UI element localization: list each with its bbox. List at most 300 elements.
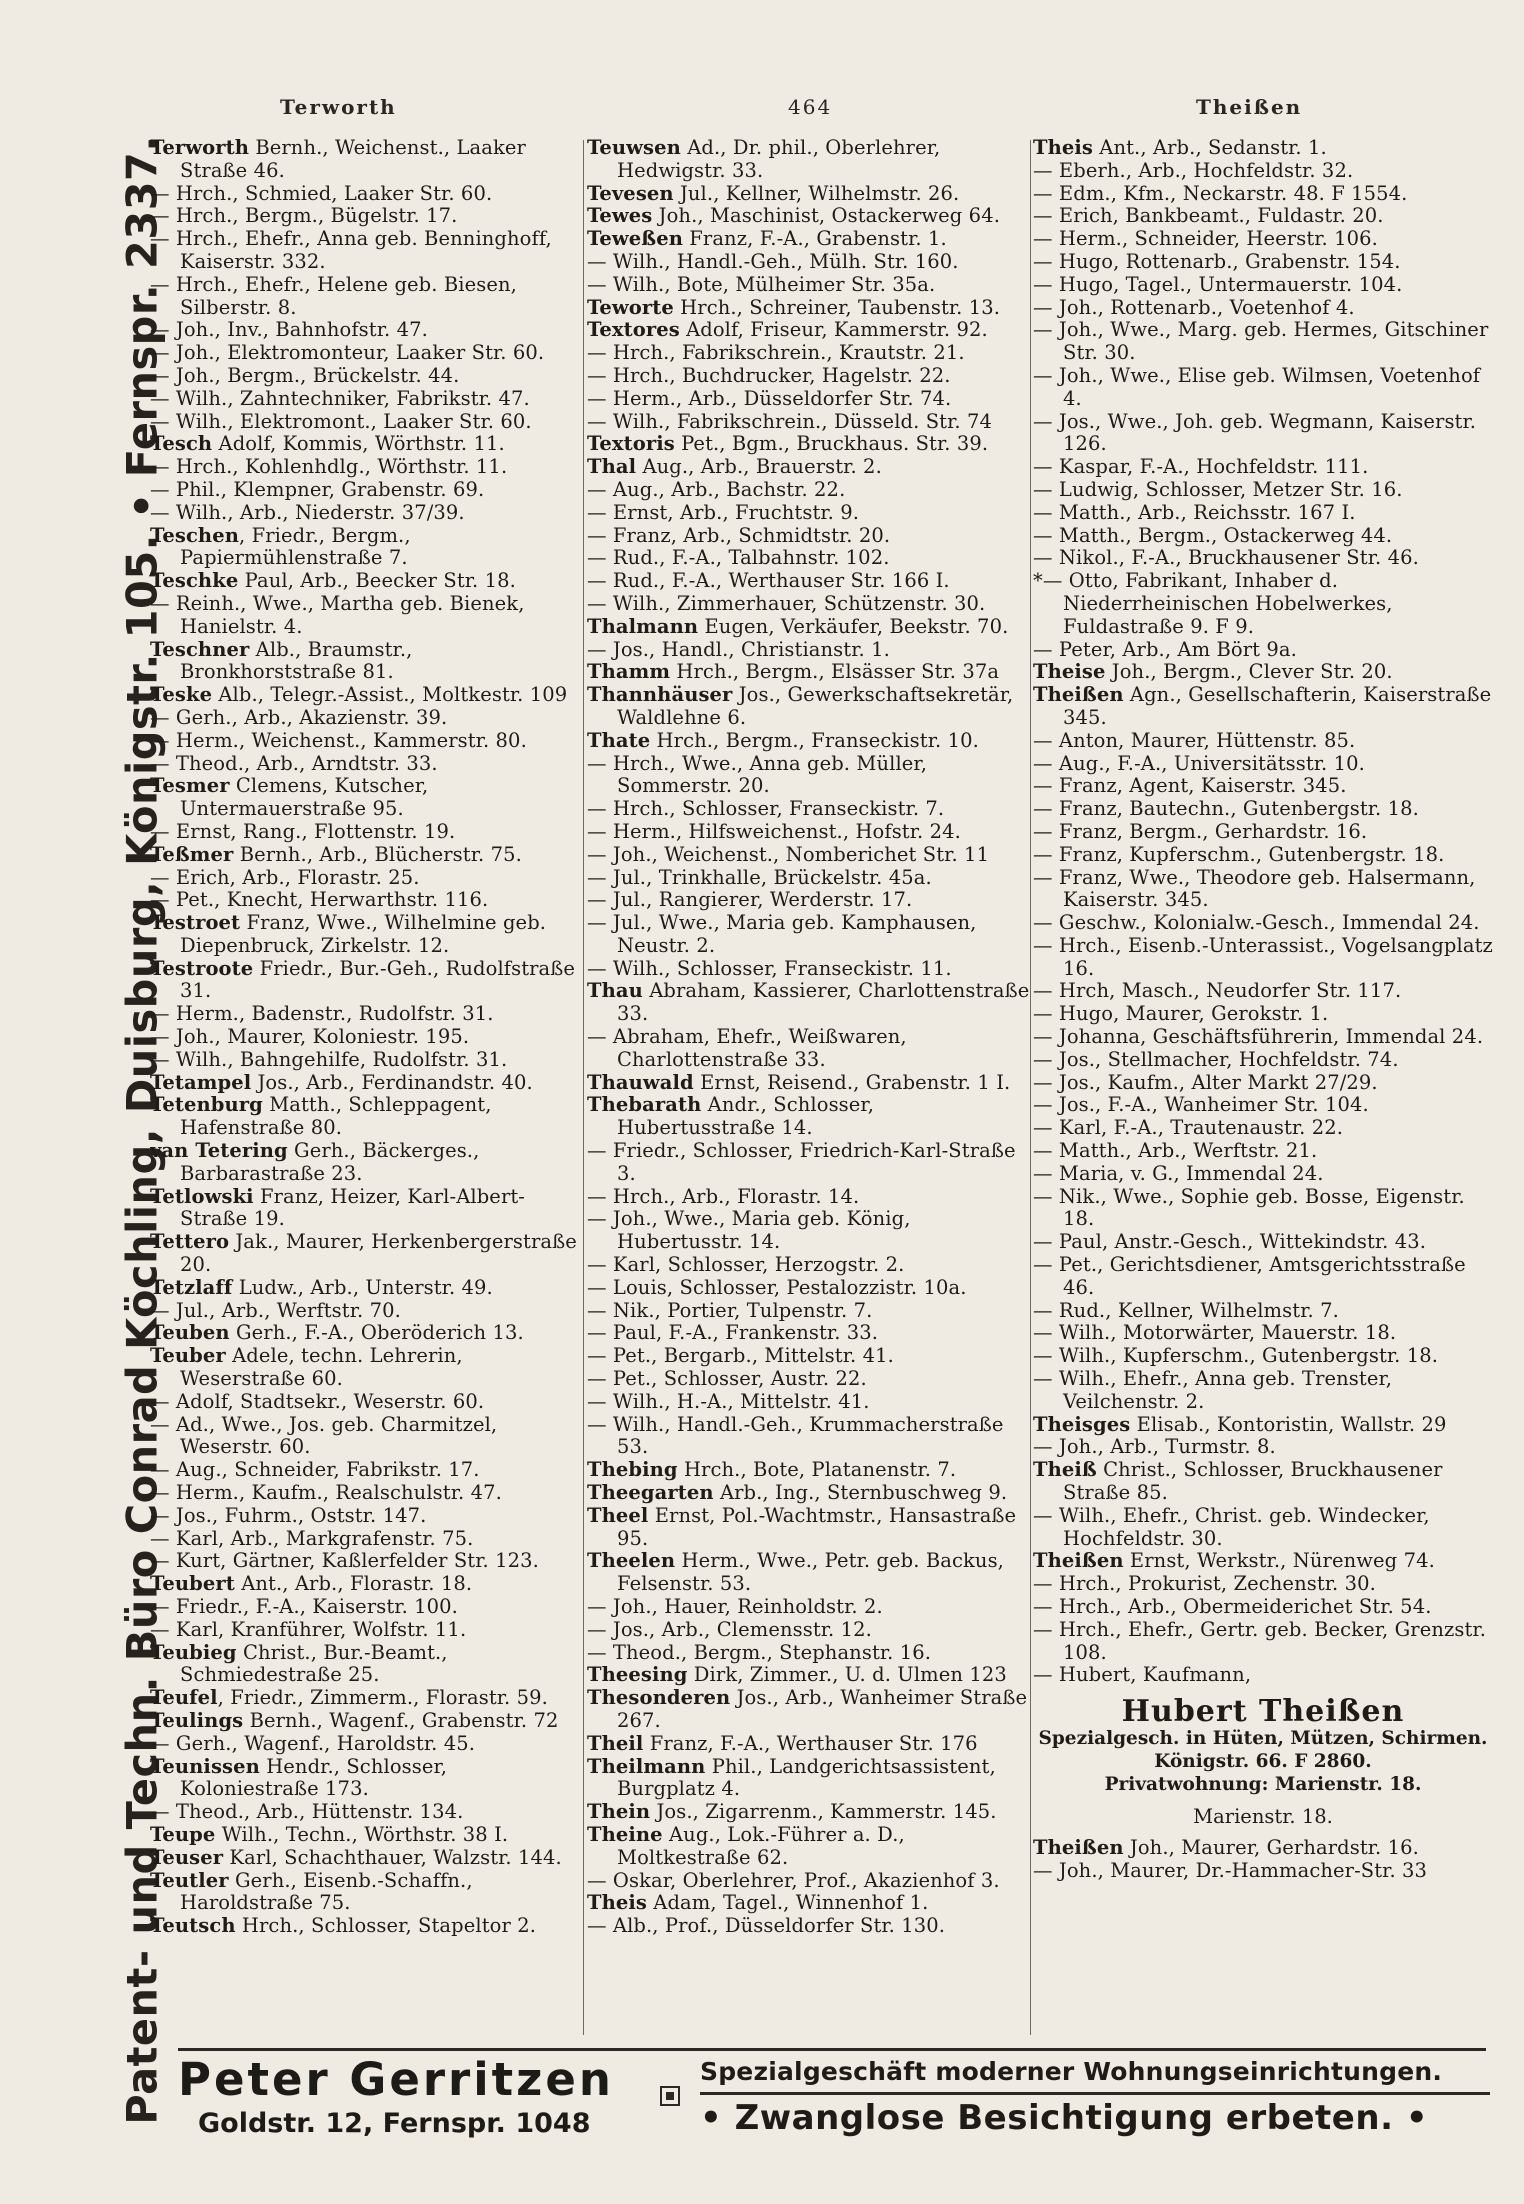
directory-entry [150, 525, 580, 571]
entry-details: — Aug., F.-A., Universitätsstr. 10. [1033, 751, 1365, 775]
directory-entry [587, 342, 1033, 365]
entry-surname: Teuwsen [587, 137, 681, 159]
directory-entry [1033, 547, 1493, 570]
directory-entry [587, 1733, 1033, 1756]
directory-entry [587, 365, 1033, 388]
entry-details: — Wilh., H.-A., Mittelstr. 41. [587, 1389, 870, 1413]
entry-surname: Teske [150, 683, 213, 707]
entry-details: Alb., Telegr.-Assist., Moltkestr. 109 [212, 683, 568, 707]
directory-entry [150, 639, 580, 685]
entry-details: — Jul., Rangierer, Werderstr. 17. [587, 888, 913, 912]
directory-entry [150, 1870, 580, 1916]
entry-details: Adolf, Friseur, Kammerstr. 92. [679, 318, 988, 342]
directory-entry [150, 1391, 580, 1414]
ad-line: Königstr. 66. F 2860. [1154, 1750, 1372, 1772]
directory-entry [587, 1277, 1033, 1300]
entry-details: — Hrch., Eisenb.-Unterassist., Vogelsangplatz 16. [1033, 933, 1493, 980]
directory-entry [587, 1664, 1033, 1687]
entry-details: Andr., Schlosser, Hubertusstraße 14. [617, 1093, 875, 1140]
directory-entry [1033, 1550, 1493, 1573]
entry-details: Franz, F.-A., Grabenstr. 1. [682, 227, 947, 251]
directory-entry [1033, 798, 1493, 821]
directory-entry [1033, 1026, 1493, 1049]
directory-entries-right [1033, 137, 1493, 1687]
entry-surname: Tevesen [587, 181, 674, 205]
entry-details: — Gerh., Wagenf., Haroldstr. 45. [150, 1731, 476, 1755]
directory-entry [1033, 1345, 1493, 1368]
footer-rule [178, 2048, 1486, 2051]
entry-surname: Theißen [1033, 683, 1124, 707]
directory-entry [150, 889, 580, 912]
entry-details: — Wilh., Kupferschm., Gutenbergstr. 18. [1033, 1344, 1439, 1368]
entry-surname: Thebarath [587, 1093, 702, 1117]
entry-surname: Thamm [587, 660, 671, 684]
directory-entry [1033, 274, 1493, 297]
directory-entry [1033, 1231, 1493, 1254]
directory-entry [587, 1550, 1033, 1596]
entry-details: Ant., Arb., Florastr. 18. [234, 1572, 473, 1596]
entry-details: — Hugo, Maurer, Gerokstr. 1. [1033, 1002, 1329, 1026]
directory-entry [587, 1642, 1033, 1665]
entry-surname: Teworte [587, 295, 674, 319]
entry-details: Paul, Arb., Beecker Str. 18. [238, 569, 516, 593]
directory-entry [1033, 980, 1493, 1003]
directory-entry [587, 433, 1033, 456]
directory-entry [587, 1186, 1033, 1209]
entry-details: — Ludwig, Schlosser, Metzer Str. 16. [1033, 477, 1403, 501]
entry-details: Joh., Maurer, Gerhardstr. 16. [1123, 1836, 1419, 1860]
directory-entry [587, 1368, 1033, 1391]
entry-details: Aug., Arb., Brauerstr. 2. [636, 455, 882, 479]
directory-entry [587, 593, 1033, 616]
directory-entry [1033, 1596, 1493, 1619]
directory-entry [587, 525, 1033, 548]
directory-entry [150, 319, 580, 342]
directory-entry [150, 1300, 580, 1323]
directory-entry [587, 844, 1033, 867]
directory-entry [587, 1026, 1033, 1072]
directory-entry [150, 1801, 580, 1824]
directory-entry [150, 1505, 580, 1528]
entry-details: Jak., Maurer, Herkenbergerstraße 20. [180, 1230, 577, 1277]
entry-surname: Thesonderen [587, 1686, 731, 1710]
directory-entry [150, 1026, 580, 1049]
entry-details: Pet., Bgm., Bruckhaus. Str. 39. [674, 432, 989, 456]
entry-surname: Teuser [150, 1845, 224, 1869]
entry-surname: Teubieg [150, 1640, 237, 1664]
directory-entry [587, 205, 1033, 228]
entry-details: Ernst, Pol.-Wachtmstr., Hansastraße 95. [617, 1503, 1017, 1550]
entry-details: — Jos., Stellmacher, Hochfeldstr. 74. [1033, 1047, 1399, 1071]
directory-entry [587, 1824, 1033, 1870]
ad-line: Marienstr. 18. [1193, 1805, 1333, 1829]
directory-entry [587, 889, 1033, 912]
directory-entry [1033, 319, 1493, 365]
directory-entry [587, 1687, 1033, 1733]
entry-details: — Ernst, Arb., Fruchtstr. 9. [587, 500, 860, 524]
directory-entry [150, 1186, 580, 1232]
entry-surname: Thannhäuser [587, 683, 733, 707]
entry-surname: van Tetering [150, 1139, 288, 1163]
directory-entry [1033, 1368, 1493, 1414]
entry-details: — Hugo, Tagel., Untermauerstr. 104. [1033, 272, 1403, 296]
page-number: 464 [788, 95, 833, 119]
directory-entry [1033, 912, 1493, 935]
directory-column-middle [587, 137, 1033, 2042]
directory-entry [150, 388, 580, 411]
entry-details: — Hrch., Ehefr., Gertr. geb. Becker, Grenzstr. 108. [1033, 1617, 1486, 1664]
entry-details: Hrch., Schlosser, Stapeltor 2. [235, 1914, 537, 1938]
ad-business-name: Hubert Theißen [1121, 1694, 1405, 1730]
directory-entry [587, 502, 1033, 525]
entry-details: — Joh., Weichenst., Nomberichet Str. 11 [587, 842, 990, 866]
directory-entry [587, 274, 1033, 297]
entry-details: — Hrch., Kohlenhdlg., Wörthstr. 11. [150, 455, 508, 479]
entry-surname: Teuben [150, 1321, 230, 1345]
directory-entry [587, 137, 1033, 183]
entry-details: — Joh., Wwe., Elise geb. Wilmsen, Voetenhof 4. [1033, 363, 1481, 410]
directory-entry [1033, 844, 1493, 867]
running-head-right: Theißen [1196, 95, 1303, 119]
entry-details: — Ad., Wwe., Jos. geb. Charmitzel, Weserstr. 60. [150, 1412, 498, 1459]
entry-details: Adam, Tagel., Winnenhof 1. [646, 1891, 929, 1915]
directory-entry [1033, 1300, 1493, 1323]
directory-entry [1033, 228, 1493, 251]
directory-entry [587, 616, 1033, 639]
directory-entry [1033, 1414, 1493, 1437]
entry-details: — Hrch., Ehefr., Helene geb. Biesen, Silberstr. 8. [150, 272, 517, 319]
entry-details: — Pet., Knecht, Herwarthstr. 116. [150, 888, 489, 912]
entry-details: — Edm., Kfm., Neckarstr. 48. F 1554. [1033, 181, 1408, 205]
entry-surname: Teufel [150, 1686, 218, 1710]
entry-surname: Teweßen [587, 227, 683, 251]
entry-details: — Joh., Inv., Bahnhofstr. 47. [150, 318, 428, 342]
entry-details: — Joh., Arb., Turmstr. 8. [1033, 1435, 1276, 1459]
entry-surname: Textores [587, 318, 680, 342]
directory-entry [587, 183, 1033, 206]
entry-details: — Gerh., Arb., Akazienstr. 39. [150, 705, 448, 729]
entry-details: — Jul., Wwe., Maria geb. Kamphausen, Neustr. 2. [587, 911, 977, 957]
directory-entry [587, 1459, 1033, 1482]
entry-details: — Eberh., Arb., Hochfeldstr. 32. [1033, 158, 1354, 182]
directory-column-left [150, 137, 580, 2042]
entry-details: Dirk, Zimmer., U. d. Ulmen 123 [687, 1663, 1007, 1687]
entry-surname: Theise [1033, 660, 1106, 684]
footer-ad-address: Goldstr. 12, Fernspr. 1048 [198, 2108, 591, 2139]
entry-surname: Teßmer [150, 842, 234, 866]
entry-surname: Tesmer [150, 774, 230, 798]
entry-surname: Testroet [150, 911, 241, 935]
entry-details: Eugen, Verkäufer, Beekstr. 70. [698, 614, 1009, 638]
directory-entry [587, 1414, 1033, 1460]
entry-details: — Joh., Wwe., Maria geb. König, Hubertusstr. 14. [587, 1207, 911, 1254]
entry-details: — Nikol., F.-A., Bruckhausener Str. 46. [1033, 546, 1419, 570]
entry-details: — Theod., Bergm., Stephanstr. 16. [587, 1640, 932, 1664]
entry-details: , Friedr., Zimmerm., Florastr. 59. [217, 1686, 548, 1710]
entry-details: Ant., Arb., Sedanstr. 1. [1092, 137, 1327, 159]
entry-details: Wilh., Techn., Wörthstr. 38 I. [215, 1822, 509, 1846]
entry-details: — Joh., Hauer, Reinholdstr. 2. [587, 1595, 883, 1618]
directory-entry [587, 639, 1033, 662]
entry-details: Jos., Arb., Ferdinandstr. 40. [251, 1070, 533, 1094]
entry-details: Ludw., Arb., Unterstr. 49. [232, 1275, 493, 1299]
entry-details: — Maria, v. G., Immendal 24. [1033, 1161, 1324, 1185]
entry-details: — Wilh., Schlosser, Franseckistr. 11. [587, 956, 952, 980]
directory-entry [150, 1414, 580, 1460]
entry-details: — Wilh., Fabrikschrein., Düsseld. Str. 74 [587, 409, 993, 433]
directory-entry [1033, 1619, 1493, 1665]
entry-surname: Theißen [1033, 1836, 1124, 1860]
entry-surname: Teschke [150, 569, 239, 593]
entry-details: Hrch., Bergm., Elsässer Str. 37a [670, 660, 1000, 684]
entry-details: — Herm., Badenstr., Rudolfstr. 31. [150, 1002, 494, 1026]
entry-details: — Rud., F.-A., Werthauser Str. 166 I. [587, 569, 950, 593]
entry-details: — Theod., Arb., Hüttenstr. 134. [150, 1800, 464, 1824]
directory-entry [1033, 1322, 1493, 1345]
directory-entry [150, 1003, 580, 1026]
entry-details: — Franz, Bergm., Gerhardstr. 16. [1033, 819, 1368, 843]
directory-entry [1033, 137, 1493, 160]
directory-entry [587, 1619, 1033, 1642]
entry-surname: Teschen [150, 523, 239, 547]
entry-details: — Louis, Schlosser, Pestalozzistr. 10a. [587, 1275, 967, 1299]
footer-ad-name: Peter Gerritzen [178, 2053, 614, 2106]
entry-details: Gerh., F.-A., Oberöderich 13. [229, 1321, 524, 1345]
directory-entry [150, 1619, 580, 1642]
entry-details: — Hrch., Ehefr., Anna geb. Benninghoff, Kaiserstr. 332. [150, 227, 552, 273]
entry-details: Franz, F.-A., Werthauser Str. 176 [643, 1731, 978, 1755]
entry-details: — Karl, Schlosser, Herzogstr. 2. [587, 1253, 905, 1277]
entry-details: — Aug., Arb., Bachstr. 22. [587, 477, 846, 501]
entry-surname: Teschner [150, 637, 250, 661]
entry-details: — Abraham, Ehefr., Weißwaren, Charlottenstraße 33. [587, 1025, 907, 1071]
entry-surname: Thate [587, 728, 651, 752]
entry-details: — Alb., Prof., Düsseldorfer Str. 130. [587, 1914, 946, 1938]
entry-surname: Thau [587, 979, 643, 1003]
directory-entry [150, 205, 580, 228]
entry-details: Matth., Schleppagent, Hafenstraße 80. [180, 1093, 492, 1140]
entry-surname: Thal [587, 455, 637, 479]
directory-entry [150, 844, 580, 867]
entry-details: — Hrch., Arb., Florastr. 14. [587, 1184, 860, 1208]
entry-details: — Hrch., Fabrikschrein., Krautstr. 21. [587, 341, 965, 365]
entry-details: Bernh., Wagenf., Grabenstr. 72 [243, 1708, 559, 1732]
directory-entry [587, 319, 1033, 342]
entry-details: Alb., Braumstr., Bronkhorststraße 81. [180, 637, 413, 684]
entry-details: — Kurt, Gärtner, Kaßlerfelder Str. 123. [150, 1549, 539, 1573]
hubert-theissen-advertisement [1033, 1694, 1493, 1829]
entry-details: Bernh., Weichenst., Laaker Straße 46. [180, 137, 526, 182]
entry-details: — Franz, Wwe., Theodore geb. Halsermann, Kaiserstr. 345. [1033, 865, 1476, 912]
directory-entry [587, 1801, 1033, 1824]
entry-surname: Tetlowski [150, 1184, 254, 1208]
entry-details: Aug., Lok.-Führer a. D., Moltkestraße 62. [617, 1822, 905, 1869]
entry-details: — Joh., Bergm., Brückelstr. 44. [150, 363, 460, 387]
directory-entry [150, 570, 580, 593]
directory-entry [1033, 205, 1493, 228]
entry-details: — Hrch., Prokurist, Zechenstr. 30. [1033, 1572, 1376, 1596]
entry-surname: Theisges [1033, 1412, 1131, 1436]
entry-details: — Hrch., Wwe., Anna geb. Müller, Sommerstr. 20. [587, 751, 928, 798]
entry-details: Gerh., Bäckerges., Barbarastraße 23. [180, 1139, 480, 1185]
directory-entry [150, 867, 580, 890]
entry-surname: Theesing [587, 1663, 688, 1687]
directory-entry [150, 1322, 580, 1345]
entry-surname: Thein [587, 1800, 651, 1824]
directory-entry [1033, 1140, 1493, 1163]
entry-surname: Thalmann [587, 614, 699, 638]
directory-entry [150, 1049, 580, 1072]
directory-entry [1033, 1573, 1493, 1596]
entry-details: — Geschw., Kolonialw.-Gesch., Immendal 24. [1033, 911, 1480, 935]
entry-details: — Oskar, Oberlehrer, Prof., Akazienhof 3. [587, 1868, 1000, 1892]
column-divider [583, 140, 584, 2035]
directory-entry [1033, 1254, 1493, 1300]
entry-details: — Jos., Arb., Clemensstr. 12. [587, 1617, 872, 1641]
directory-entry [150, 1915, 580, 1938]
entry-details: Joh., Bergm., Clever Str. 20. [1105, 660, 1393, 684]
directory-entry [1033, 753, 1493, 776]
entry-details: Gerh., Eisenb.-Schaffn., Haroldstraße 75. [180, 1868, 473, 1915]
directory-entry [587, 1596, 1033, 1619]
entry-details: — Hrch, Masch., Neudorfer Str. 117. [1033, 979, 1402, 1003]
running-head-left: Terworth [280, 95, 397, 119]
directory-entry [150, 228, 580, 274]
directory-entry [1033, 502, 1493, 525]
entry-details: — Ernst, Rang., Flottenstr. 19. [150, 819, 456, 843]
entry-details: — Wilh., Zimmerhauer, Schützenstr. 30. [587, 591, 986, 615]
footer-ad-invitation: • Zwanglose Besichtigung erbeten. • [700, 2098, 1429, 2138]
directory-entry [587, 1208, 1033, 1254]
directory-entry [1033, 821, 1493, 844]
entry-surname: Theis [587, 1891, 647, 1915]
directory-entry [1033, 775, 1493, 798]
entry-details: Herm., Wwe., Petr. geb. Backus, Felsenstr. 53. [617, 1549, 1004, 1596]
entry-surname: Textoris [587, 432, 675, 456]
entry-surname: Teutsch [150, 1914, 236, 1938]
directory-entry [150, 1345, 580, 1391]
directory-entry [150, 1528, 580, 1551]
entry-surname: Theil [587, 1731, 644, 1755]
entry-details: — Joh., Maurer, Dr.-Hammacher-Str. 33 [1033, 1858, 1428, 1882]
entry-surname: Tettero [150, 1230, 230, 1254]
entry-details: Christ., Bur.-Beamt., Schmiedestraße 25. [180, 1640, 448, 1687]
entry-details: — Karl, F.-A., Trautenaustr. 22. [1033, 1116, 1344, 1140]
ad-line: Privatwohnung: Marienstr. 18. [1104, 1773, 1422, 1795]
directory-entry [587, 661, 1033, 684]
entry-details: Abraham, Kassierer, Charlottenstraße 33. [617, 979, 1030, 1026]
directory-entry [150, 1847, 580, 1870]
entry-details: Bernh., Arb., Blücherstr. 75. [233, 842, 522, 866]
entry-surname: Terworth [150, 137, 250, 159]
directory-entry [1033, 684, 1493, 730]
entry-details: — Pet., Bergarb., Mittelstr. 41. [587, 1344, 894, 1368]
entry-details: — Johanna, Geschäftsführerin, Immendal 24. [1033, 1025, 1484, 1049]
entry-surname: Theilmann [587, 1754, 706, 1778]
entry-details: — Wilh., Ehefr., Anna geb. Trenster, Veilchenstr. 2. [1033, 1367, 1393, 1413]
directory-entry [1033, 1094, 1493, 1117]
entry-details: — Jos., Fuhrm., Oststr. 147. [150, 1503, 427, 1527]
entry-details: — Erich, Bankbeamt., Fuldastr. 20. [1033, 204, 1384, 228]
entry-details: Clemens, Kutscher, Untermauerstraße 95. [180, 774, 429, 821]
entry-details: Ernst, Reisend., Grabenstr. 1 I. [693, 1070, 1011, 1094]
directory-entry [1033, 730, 1493, 753]
entry-surname: Theelen [587, 1549, 676, 1573]
directory-entry [150, 1710, 580, 1733]
directory-entry [587, 1505, 1033, 1551]
entry-details: — Peter, Arb., Am Bört 9a. [1033, 637, 1297, 661]
directory-entry [150, 1277, 580, 1300]
directory-entry [150, 456, 580, 479]
directory-entry [150, 1140, 580, 1186]
directory-entry [1033, 479, 1493, 502]
directory-entry [587, 1482, 1033, 1505]
directory-entry [150, 365, 580, 388]
directory-entry [587, 1892, 1033, 1915]
entry-surname: Tewes [587, 204, 653, 228]
entry-details: Hrch., Bergm., Franseckistr. 10. [650, 728, 979, 752]
entry-surname: Theis [1033, 137, 1093, 159]
entry-details: — Theod., Arb., Arndtstr. 33. [150, 751, 438, 775]
directory-entry [1033, 661, 1493, 684]
entry-details: Adolf, Kommis, Wörthstr. 11. [212, 432, 505, 456]
directory-entry [587, 821, 1033, 844]
entry-details: — Jos., Handl., Christianstr. 1. [587, 637, 890, 661]
entry-details: — Joh., Elektromonteur, Laaker Str. 60. [150, 341, 545, 365]
entry-details: — Herm., Schneider, Heerstr. 106. [1033, 227, 1378, 251]
directory-entry [587, 1345, 1033, 1368]
directory-entry [587, 1756, 1033, 1802]
directory-entry [1033, 1072, 1493, 1095]
directory-entry [1033, 639, 1493, 662]
square-ornament-icon [660, 2086, 680, 2106]
directory-entry [587, 912, 1033, 958]
directory-entry [587, 388, 1033, 411]
entry-details: — Hugo, Rottenarb., Grabenstr. 154. [1033, 249, 1401, 273]
entry-details: Franz, Heizer, Karl-Albert-Straße 19. [180, 1184, 525, 1231]
directory-entry [150, 183, 580, 206]
directory-entry [150, 137, 580, 183]
entry-details: — Wilh., Arb., Niederstr. 37/39. [150, 500, 465, 524]
directory-entry [587, 1072, 1033, 1095]
directory-entry [150, 775, 580, 821]
directory-entry [587, 547, 1033, 570]
directory-entry [587, 958, 1033, 981]
directory-entry [587, 980, 1033, 1026]
entry-details: — Herm., Arb., Düsseldorfer Str. 74. [587, 386, 952, 410]
entry-details: — Franz, Agent, Kaiserstr. 345. [1033, 774, 1347, 798]
entry-details: Jos., Arb., Wanheimer Straße 267. [617, 1686, 1028, 1732]
entry-details: Adele, techn. Lehrerin, Weserstraße 60. [180, 1344, 463, 1391]
entry-details: — Joh., Maurer, Koloniestr. 195. [150, 1025, 470, 1049]
directory-entry [150, 479, 580, 502]
entry-details: — Wilh., Zahntechniker, Fabrikstr. 47. [150, 386, 530, 410]
directory-entry [150, 342, 580, 365]
entry-details: — Hrch., Schmied, Laaker Str. 60. [150, 181, 493, 205]
directory-entry [1033, 411, 1493, 457]
directory-entry [1033, 1459, 1493, 1505]
entry-surname: Teuber [150, 1344, 226, 1368]
entry-details: — Anton, Maurer, Hüttenstr. 85. [1033, 728, 1356, 752]
directory-entry [1033, 297, 1493, 320]
footer-ad-tagline: Spezialgeschäft moderner Wohnungseinrichtungen. [700, 2052, 1490, 2095]
directory-entry [587, 867, 1033, 890]
directory-entry [150, 1733, 580, 1756]
directory-entry [150, 502, 580, 525]
entry-details: — Wilh., Handl.-Geh., Krummacherstraße 53. [587, 1412, 1004, 1459]
directory-entry [150, 1482, 580, 1505]
entry-surname: Theine [587, 1822, 663, 1846]
